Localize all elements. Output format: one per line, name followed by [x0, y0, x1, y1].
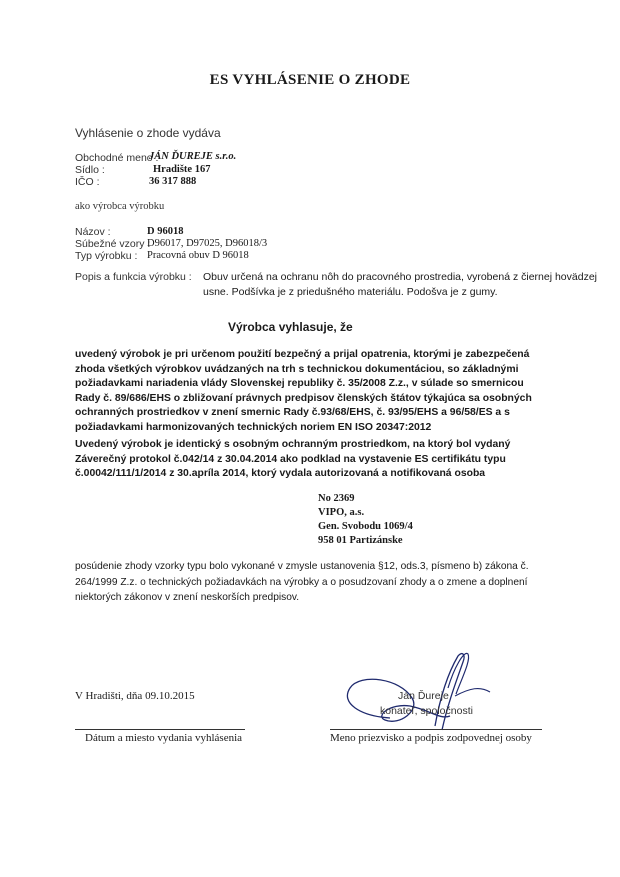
signatory-role: konateľ, spoločnosti	[380, 705, 473, 717]
paragraph-1-line: Rady č. 89/686/EHS o zbližovaní právnych predpisov členských štátov týkajúca sa osobných	[75, 392, 532, 404]
product-type-value: Pracovná obuv D 96018	[147, 250, 249, 261]
company-ico-label: IČO :	[75, 176, 100, 188]
product-name-value: D 96018	[147, 226, 184, 237]
notified-body-line: VIPO, a.s.	[318, 507, 365, 518]
paragraph-2-line: Záverečný protokol č.042/14 z 30.04.2014 ako podklad na vystavenie ES certifikátu typu	[75, 453, 506, 465]
paragraph-2-line: Uvedený výrobok je identický s osobným ochranným prostriedkom, na ktorý bol vydaný	[75, 439, 511, 450]
notified-body-line: 958 01 Partizánske	[318, 535, 403, 546]
signatory-name: Ján Ďureje	[398, 690, 449, 702]
parallel-models-label: Súbežné vzory :	[75, 238, 151, 250]
assessment-paragraph	[75, 559, 529, 606]
paragraph-3-line: 264/1999 Z.z. o technických požiadavkách na výrobky a o posudzovaní zhody a o zmene a doplnení	[75, 576, 528, 588]
company-ico-value: 36 317 888	[149, 176, 197, 187]
place-date: V Hradišti, dňa 09.10.2015	[75, 690, 195, 702]
paragraph-1-line: ochranných prostriedkov v znení smernic Rady č.93/68/EHS, č. 93/95/EHS a 96/58/ES a s	[75, 407, 510, 418]
product-name-label: Názov :	[75, 226, 111, 238]
document-title: ES VYHLÁSENIE O ZHODE	[209, 72, 411, 88]
paragraph-1-line: uvedený výrobok je pri určenom použití bezpečný a prijal opatrenia, ktorými je zabezpečená	[75, 349, 530, 360]
product-type-label: Typ výrobku :	[75, 250, 138, 262]
issued-by-label: Vyhlásenie o zhode vydáva	[75, 126, 221, 140]
place-date-caption: Dátum a miesto vydania vyhlásenia	[85, 732, 243, 744]
notified-body-line: No 2369	[318, 493, 355, 504]
notified-body	[318, 492, 413, 548]
description-label: Popis a funkcia výrobku :	[75, 271, 192, 283]
description-line-1: Obuv určená na ochranu nôh do pracovného prostredia, vyrobená z čiernej hovädzej	[203, 271, 598, 283]
signature-underline	[330, 729, 542, 730]
company-seat-value: Hradište 167	[153, 164, 211, 175]
declaration-heading: Výrobca vyhlasuje, že	[228, 320, 353, 334]
paragraph-1-line: požiadavkami harmonizovaných technických noriem EN ISO 20347:2012	[75, 421, 432, 433]
signature-caption: Meno priezvisko a podpis zodpovednej osoby	[330, 732, 532, 744]
declaration-paragraph-1	[75, 348, 532, 435]
company-seat-label: Sídlo :	[75, 164, 105, 176]
paragraph-1-line: požiadavkami nariadenia vlády Slovenskej republiky č. 35/2008 Z.z., v súlade so smernicou	[75, 378, 524, 389]
paragraph-2-line: č.00042/111/1/2014 z 30.apríla 2014, ktorý vydala autorizovaná a notifikovaná osoba	[75, 468, 486, 479]
parallel-models-value: D96017, D97025, D96018/3	[147, 238, 268, 249]
paragraph-3-line: posúdenie zhody vzorky typu bolo vykonané v zmysle ustanovenia §12, ods.3, písmeno b) zákona č.	[75, 561, 529, 572]
notified-body-line: Gen. Svobodu 1069/4	[318, 521, 413, 532]
paragraph-1-line: zhoda všetkých výrobkov uvádzaných na trh s technickou dokumentáciou, so základnými	[75, 363, 519, 375]
declaration-paragraph-2	[75, 438, 510, 482]
paragraph-3-line: niektorých zákonov v znení neskorších predpisov.	[75, 592, 300, 603]
manufacturer-note: ako výrobca výrobku	[75, 201, 165, 212]
company-name-value: JÁN ĎUREJE s.r.o.	[149, 151, 237, 162]
description-line-2: usne. Podšívka je z priedušného materiálu. Podošva je z gumy.	[203, 286, 498, 298]
company-name-label: Obchodné meno :	[75, 152, 159, 164]
place-date-underline	[75, 729, 245, 730]
